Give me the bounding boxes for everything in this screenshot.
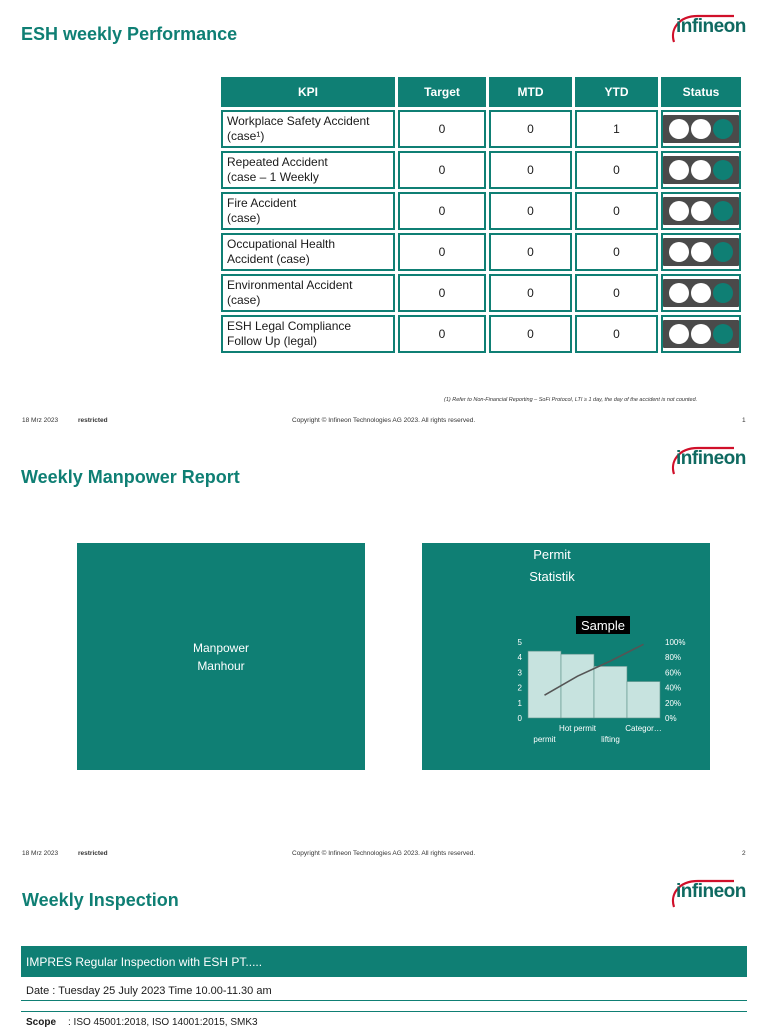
footer-classification: restricted — [78, 417, 108, 424]
y-tick-label: 5 — [517, 638, 522, 647]
kpi-cell: Repeated Accident (case – 1 Weekly — [221, 151, 395, 189]
chart-title: Sample — [580, 618, 626, 633]
table-row — [221, 151, 741, 189]
target-cell: 0 — [398, 233, 486, 271]
footer-date: 18 Mrz 2023 — [22, 850, 59, 857]
header-kpi: KPI — [221, 77, 395, 107]
divider — [21, 1011, 747, 1012]
ytd-cell: 0 — [575, 151, 658, 189]
inspection-header-bar — [21, 946, 747, 977]
mtd-cell: 0 — [489, 151, 572, 189]
infineon-logo: infineon — [668, 12, 748, 48]
target-cell: 0 — [398, 110, 486, 148]
x-tick-label: lifting — [601, 735, 620, 744]
y2-tick-label: 80% — [665, 653, 682, 663]
header-mtd: MTD — [489, 77, 572, 107]
bar — [594, 666, 627, 718]
footer-page-number: 1 — [742, 417, 746, 424]
infineon-logo: infineon — [668, 877, 748, 913]
footer-date: 18 Mrz 2023 — [22, 417, 59, 424]
manpower-label: Manpower — [192, 641, 250, 655]
target-cell: 0 — [398, 151, 486, 189]
y-tick-label: 2 — [517, 683, 522, 693]
kpi-cell: ESH Legal Compliance Follow Up (legal) — [221, 315, 395, 353]
status-cell — [661, 192, 741, 230]
manpower-panel — [77, 543, 365, 770]
mtd-cell: 0 — [489, 192, 572, 230]
footer-classification: restricted — [78, 850, 108, 857]
x-tick-label: Hot permit — [559, 724, 596, 733]
y2-tick-label: 60% — [665, 668, 682, 678]
footer-copyright: Copyright © Infineon Technologies AG 2023. All rights reserved. — [292, 850, 476, 857]
y-tick-label: 0 — [517, 714, 522, 723]
kpi-cell: Occupational Health Accident (case) — [221, 233, 395, 271]
mtd-cell: 0 — [489, 315, 572, 353]
table-row — [221, 192, 741, 230]
slide3-title: Weekly Inspection — [22, 890, 179, 910]
kpi-cell: Environmental Accident (case) — [221, 274, 395, 312]
ytd-cell: 0 — [575, 192, 658, 230]
bar — [627, 682, 660, 718]
scope-label: Scope — [26, 1017, 57, 1028]
slide1-title: ESH weekly Performance — [21, 24, 238, 44]
y-tick-label: 3 — [517, 668, 522, 678]
table-row — [221, 233, 741, 271]
target-cell: 0 — [398, 274, 486, 312]
kpi-cell: Workplace Safety Accident (case¹) — [221, 110, 395, 148]
table-row — [221, 110, 741, 148]
footer-page-number: 2 — [742, 850, 746, 857]
target-cell: 0 — [398, 315, 486, 353]
status-cell — [661, 151, 741, 189]
x-tick-label: Categor… — [625, 724, 662, 733]
header-status: Status — [661, 77, 741, 107]
traffic-light-icon — [663, 238, 739, 266]
ytd-cell: 0 — [575, 315, 658, 353]
y2-tick-label: 40% — [665, 683, 682, 693]
traffic-light-icon — [663, 320, 739, 348]
infineon-logo: infineon — [668, 444, 748, 480]
table-row — [221, 274, 741, 312]
status-cell — [661, 315, 741, 353]
mtd-cell: 0 — [489, 110, 572, 148]
permit-label: Permit — [533, 547, 571, 562]
traffic-light-icon — [663, 197, 739, 225]
inspection-title: IMPRES Regular Inspection with ESH PT..... — [26, 955, 263, 969]
mtd-cell: 0 — [489, 233, 572, 271]
status-cell — [661, 233, 741, 271]
statistik-label: Statistik — [529, 569, 575, 584]
traffic-light-icon — [663, 279, 739, 307]
header-ytd: YTD — [575, 77, 658, 107]
inspection-date: Date : Tuesday 25 July 2023 Time 10.00-11.30 am — [26, 985, 272, 997]
bar — [561, 654, 594, 718]
permit-panel — [422, 543, 710, 770]
permit-chart — [422, 543, 710, 770]
target-cell: 0 — [398, 192, 486, 230]
y2-tick-label: 100% — [665, 638, 686, 647]
x-tick-label: permit — [533, 735, 556, 744]
ytd-cell: 0 — [575, 233, 658, 271]
slide2-title: Weekly Manpower Report — [21, 467, 240, 487]
table-row — [221, 315, 741, 353]
status-cell — [661, 274, 741, 312]
kpi-table — [218, 74, 744, 356]
footer-copyright: Copyright © Infineon Technologies AG 2023. All rights reserved. — [292, 417, 476, 424]
y-tick-label: 1 — [517, 698, 522, 708]
y-tick-label: 4 — [517, 653, 522, 663]
status-cell — [661, 110, 741, 148]
y2-tick-label: 20% — [665, 698, 682, 708]
manhour-label: Manhour — [197, 659, 245, 673]
scope-value: : ISO 45001:2018, ISO 14001:2015, SMK3 — [68, 1017, 258, 1028]
ytd-cell: 0 — [575, 274, 658, 312]
traffic-light-icon — [663, 156, 739, 184]
footnote: (1) Refer to Non-Financial Reporting – SoFi Protocol, LTI ≥ 1 day, the day of the accident is not counted. — [444, 397, 698, 403]
kpi-cell: Fire Accident (case) — [221, 192, 395, 230]
ytd-cell: 1 — [575, 110, 658, 148]
divider — [21, 1000, 747, 1001]
y2-tick-label: 0% — [665, 714, 677, 723]
traffic-light-icon — [663, 115, 739, 143]
header-target: Target — [398, 77, 486, 107]
bar — [528, 651, 561, 718]
mtd-cell: 0 — [489, 274, 572, 312]
